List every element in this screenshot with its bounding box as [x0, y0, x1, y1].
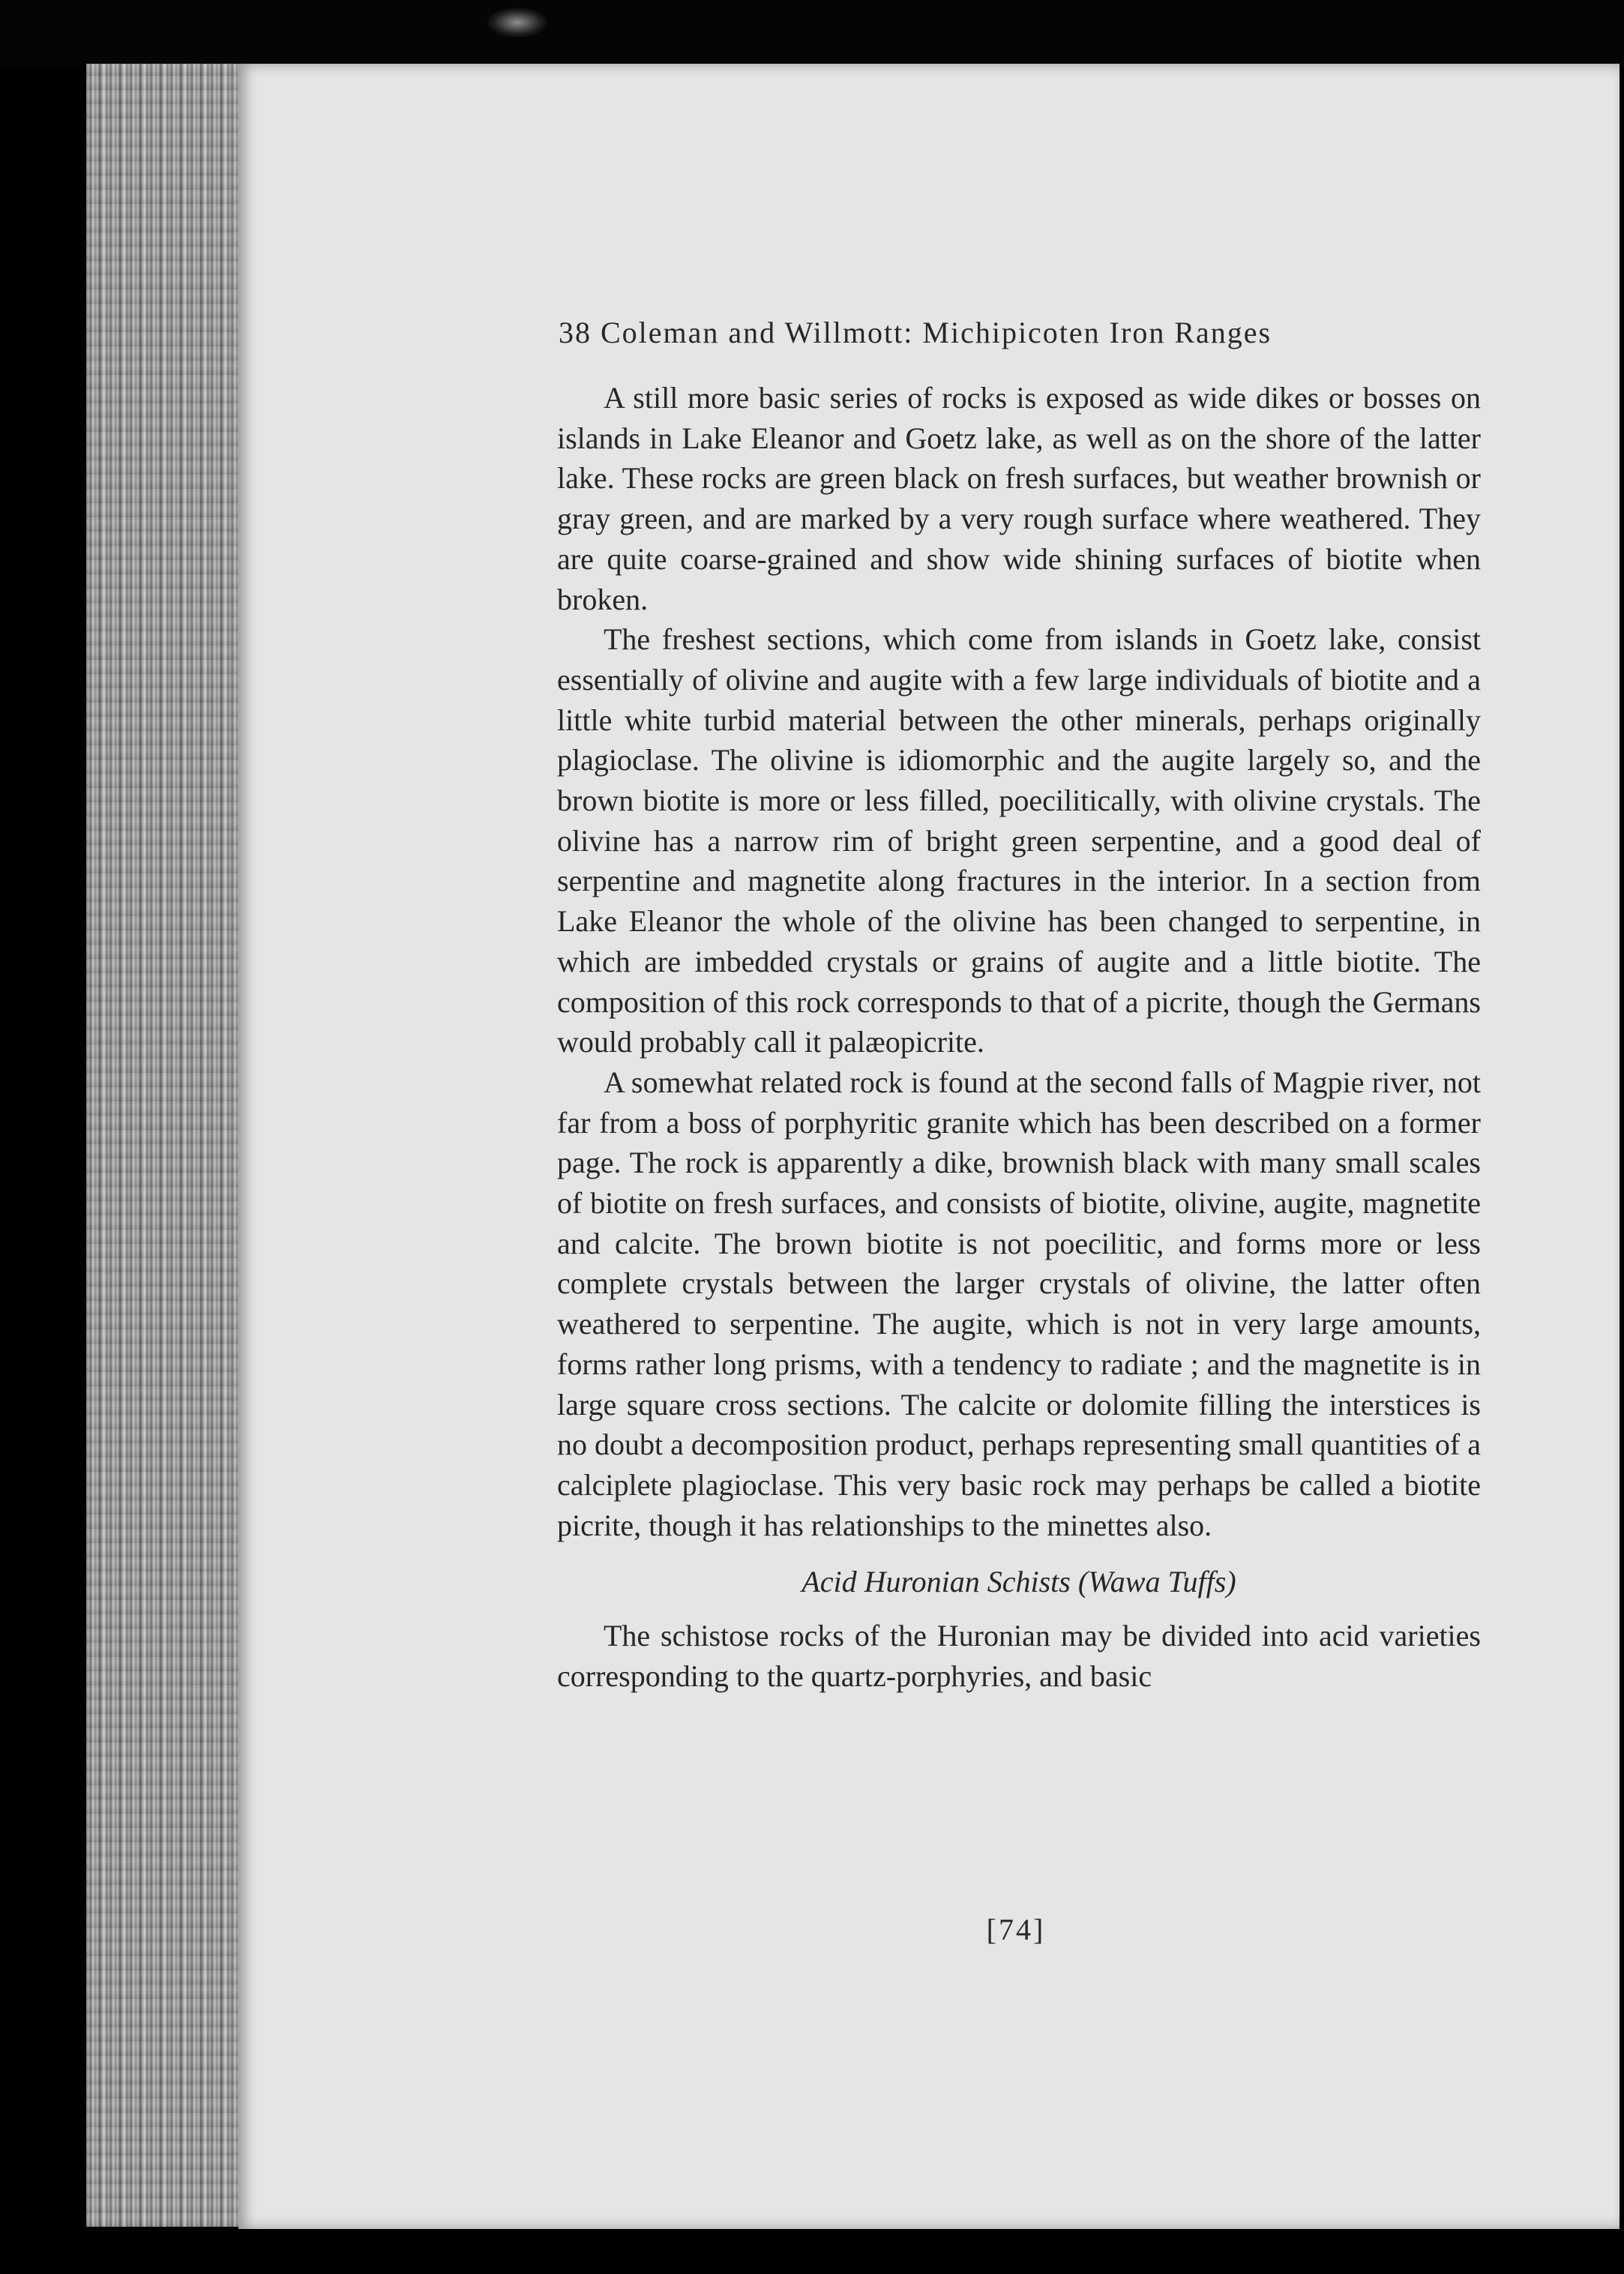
book-binding-texture [86, 64, 244, 2227]
page-body [557, 378, 1481, 1697]
running-head: 38 Coleman and Willmott: Michipicoten Iron Ranges [559, 316, 1272, 349]
paragraph-3: A somewhat related rock is found at the second falls of Magpie river, not far from a boss of porphyritic granite which has been described on a former page. The rock is apparently a dike, brownish black with many small scales of biotite on fresh surfaces, and consists of biotite, olivine, augite, magnetite and calcite. The brown biotite is not poecilitic, and forms more or less complete crystals between the larger crystals of olivine, the latter often weathered to serpentine. The augite, which is not in very large amounts, forms rather long prisms, with a tendency to radiate ; and the magnetite is in large square cross sections. The calcite or dolomite filling the interstices is no doubt a decomposition product, perhaps representing small quantities of a calciplete plagioclase. This very basic rock may perhaps be called a biotite picrite, though it has relationships to the minettes also. [557, 1065, 1481, 1542]
section-heading: Acid Huronian Schists (Wawa Tuffs) [802, 1565, 1236, 1599]
page-number: [74] [986, 1913, 1046, 1946]
scan-light-glare [487, 7, 547, 37]
paragraph-2: The freshest sections, which come from islands in Goetz lake, consist essentially of olivine and augite with a few large individuals of biotite and a little white turbid material between the other minerals, perhaps originally plagioclase. The olivine is idiomorphic and the augite largely so, and the brown biotite is more or less filled, poecilitically, with olivine crystals. The olivine has a narrow rim of bright green serpentine, and a good deal of serpentine and magnetite along fractures in the interior. In a section from Lake Eleanor the whole of the olivine has been changed to serpentine, in which are imbedded crystals or grains of augite and a little biotite. The composition of this rock corresponds to that of a picrite, though the Germans would probably call it palæopicrite. [557, 622, 1481, 1059]
paragraph-1: A still more basic series of rocks is exposed as wide dikes or bosses on islands in Lake Eleanor and Goetz lake, as well as on the shore of the latter lake. These rocks are green black on fresh surfaces, but weather brownish or gray green, and are marked by a very rough surface where weathered. They are quite coarse-grained and show wide shining surfaces of biotite when broken. [557, 381, 1481, 616]
scan-background-top [0, 0, 1624, 67]
paragraph-4: The schistose rocks of the Huronian may be divided into acid varieties corresponding to the quartz-porphyries, and basic [557, 1619, 1481, 1693]
